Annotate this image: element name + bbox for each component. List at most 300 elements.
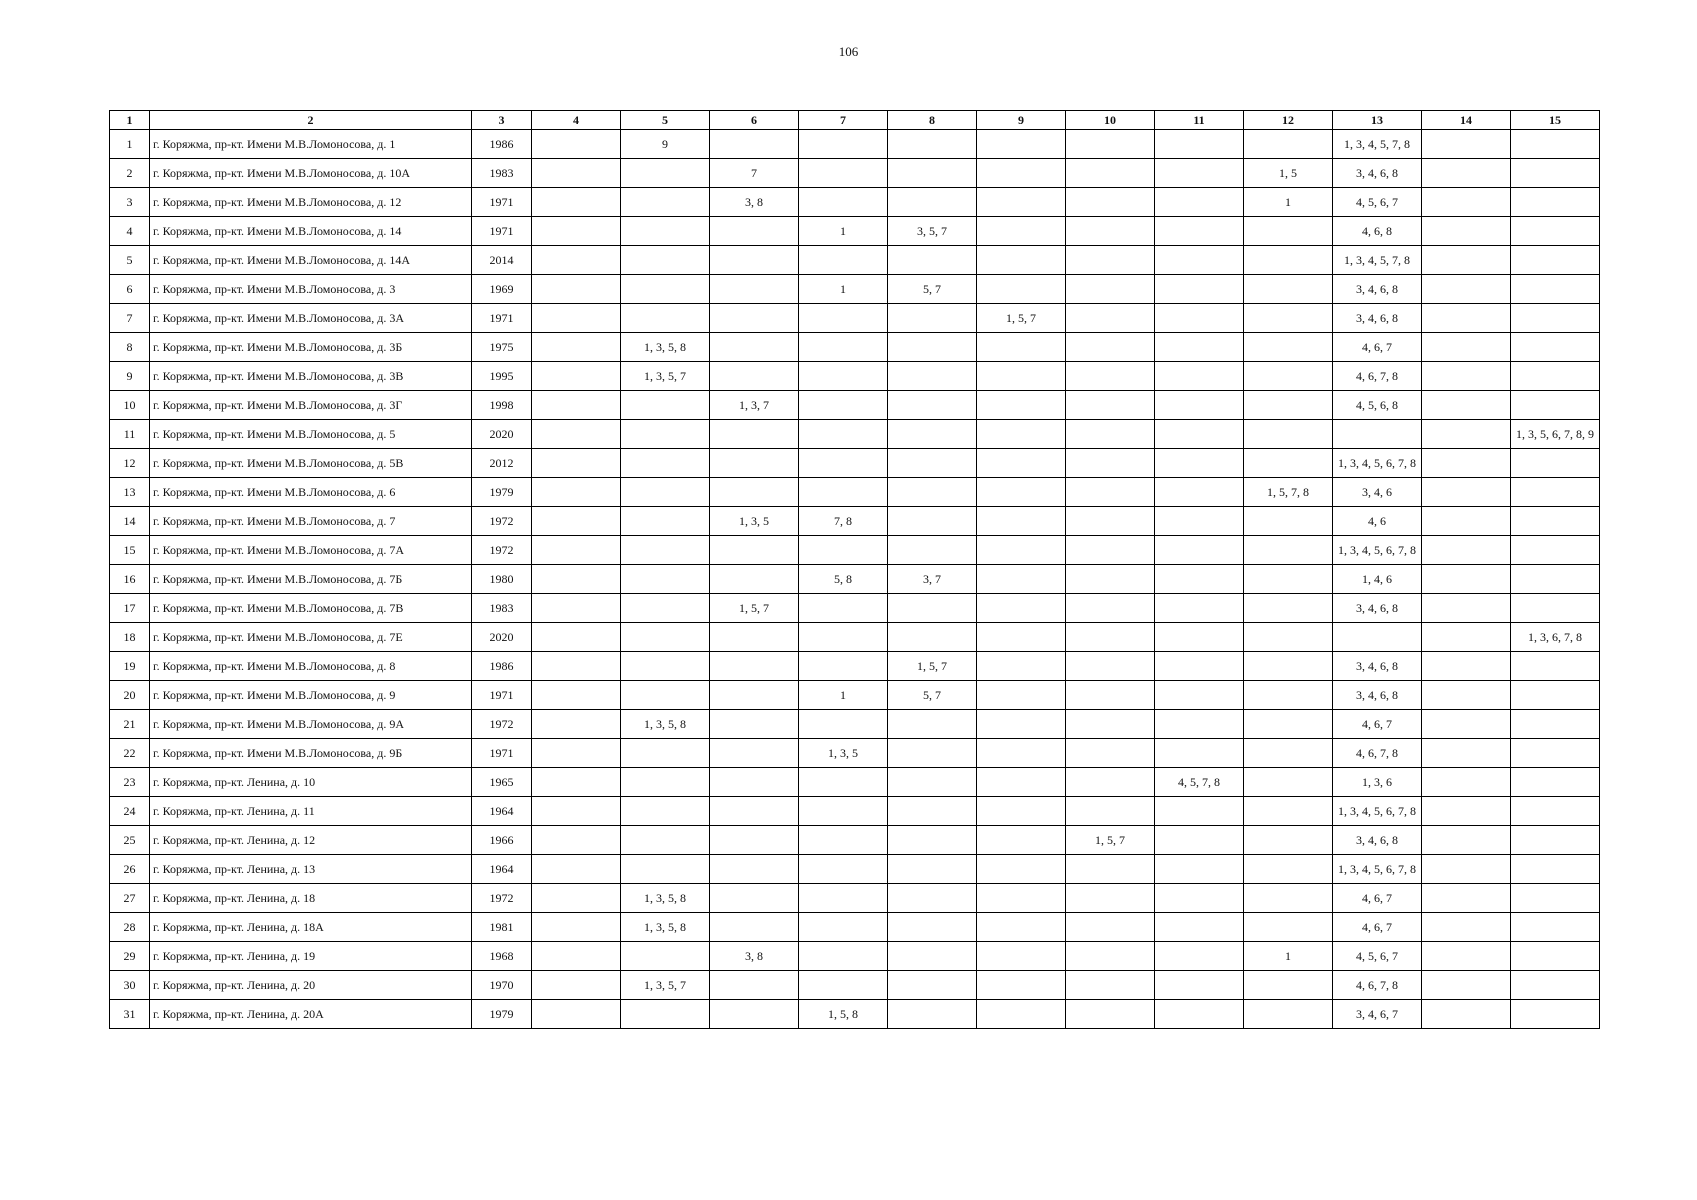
column-header: 7 <box>799 111 888 130</box>
table-row <box>110 652 1600 681</box>
table-cell <box>1511 275 1600 304</box>
table-cell <box>888 739 977 768</box>
table-cell <box>532 797 621 826</box>
table-cell <box>1511 362 1600 391</box>
table-cell <box>621 623 710 652</box>
table-cell <box>1422 594 1511 623</box>
table-cell <box>1422 333 1511 362</box>
table-cell: 1 <box>799 217 888 246</box>
table-cell <box>710 739 799 768</box>
table-cell: 26 <box>110 855 150 884</box>
table-cell <box>799 159 888 188</box>
table-cell <box>1422 536 1511 565</box>
table-cell <box>710 420 799 449</box>
table-cell <box>1422 681 1511 710</box>
table-cell <box>1422 507 1511 536</box>
table-cell <box>1511 768 1600 797</box>
table-cell <box>977 362 1066 391</box>
table-cell <box>888 710 977 739</box>
table-cell <box>532 826 621 855</box>
table-cell <box>888 623 977 652</box>
address-cell: г. Коряжма, пр-кт. Ленина, д. 18 <box>150 884 472 913</box>
table-cell <box>1511 130 1600 159</box>
table-cell <box>1422 159 1511 188</box>
table-cell: 1964 <box>472 797 532 826</box>
table-cell <box>977 826 1066 855</box>
table-cell: 1979 <box>472 1000 532 1029</box>
table-row <box>110 275 1600 304</box>
table-cell: 1, 3, 4, 5, 6, 7, 8 <box>1333 449 1422 478</box>
table-cell <box>799 333 888 362</box>
table-cell <box>1511 826 1600 855</box>
table-row <box>110 159 1600 188</box>
table-cell <box>1511 710 1600 739</box>
address-cell: г. Коряжма, пр-кт. Имени М.В.Ломоносова, д. 14 <box>150 217 472 246</box>
table-cell <box>710 246 799 275</box>
table-cell <box>888 159 977 188</box>
table-cell <box>1155 246 1244 275</box>
table-cell <box>1244 855 1333 884</box>
table-cell <box>710 855 799 884</box>
table-cell <box>621 420 710 449</box>
address-cell: г. Коряжма, пр-кт. Имени М.В.Ломоносова, д. 1 <box>150 130 472 159</box>
table-cell <box>710 797 799 826</box>
table-row <box>110 391 1600 420</box>
housing-register-table <box>109 110 1600 1029</box>
table-cell <box>1511 797 1600 826</box>
table-body <box>110 130 1600 1029</box>
table-cell <box>532 942 621 971</box>
table-cell <box>799 913 888 942</box>
table-cell <box>1066 913 1155 942</box>
table-cell <box>1244 333 1333 362</box>
table-cell <box>1066 623 1155 652</box>
table-cell: 18 <box>110 623 150 652</box>
table-cell <box>621 739 710 768</box>
table-cell: 1, 5, 7 <box>888 652 977 681</box>
table-cell <box>977 623 1066 652</box>
table-cell: 1, 3, 4, 5, 6, 7, 8 <box>1333 855 1422 884</box>
table-cell: 1979 <box>472 478 532 507</box>
address-cell: г. Коряжма, пр-кт. Имени М.В.Ломоносова, д. 6 <box>150 478 472 507</box>
table-cell <box>621 507 710 536</box>
table-cell <box>1511 1000 1600 1029</box>
table-cell <box>532 1000 621 1029</box>
table-cell <box>1511 246 1600 275</box>
table-cell: 1970 <box>472 971 532 1000</box>
table-cell <box>532 507 621 536</box>
table-cell <box>977 507 1066 536</box>
table-cell <box>1155 942 1244 971</box>
table-cell <box>799 652 888 681</box>
table-cell <box>1244 623 1333 652</box>
table-cell: 4, 5, 6, 8 <box>1333 391 1422 420</box>
table-cell: 7, 8 <box>799 507 888 536</box>
table-cell <box>977 188 1066 217</box>
table-cell: 1964 <box>472 855 532 884</box>
table-cell <box>1155 130 1244 159</box>
table-cell: 1, 3, 5, 7 <box>621 362 710 391</box>
column-header: 6 <box>710 111 799 130</box>
table-row <box>110 681 1600 710</box>
table-cell: 5, 8 <box>799 565 888 594</box>
table-cell <box>1422 913 1511 942</box>
table-cell <box>888 478 977 507</box>
table-cell <box>1066 884 1155 913</box>
table-cell <box>710 971 799 1000</box>
table-cell <box>1511 159 1600 188</box>
table-cell: 2012 <box>472 449 532 478</box>
table-cell: 19 <box>110 652 150 681</box>
table-cell <box>1066 362 1155 391</box>
table-cell <box>1066 478 1155 507</box>
table-cell: 12 <box>110 449 150 478</box>
table-cell: 3, 4, 6, 8 <box>1333 159 1422 188</box>
column-header: 8 <box>888 111 977 130</box>
table-cell: 4 <box>110 217 150 246</box>
table-row <box>110 217 1600 246</box>
table-cell: 5, 7 <box>888 681 977 710</box>
table-cell: 1981 <box>472 913 532 942</box>
table-cell <box>1066 275 1155 304</box>
table-cell <box>1155 449 1244 478</box>
table-cell <box>532 246 621 275</box>
table-cell <box>1333 420 1422 449</box>
table-cell <box>1155 623 1244 652</box>
address-cell: г. Коряжма, пр-кт. Имени М.В.Ломоносова, д. 7В <box>150 594 472 623</box>
table-cell <box>621 304 710 333</box>
table-cell: 27 <box>110 884 150 913</box>
table-cell <box>532 333 621 362</box>
table-cell <box>1155 391 1244 420</box>
table-cell <box>799 420 888 449</box>
table-cell <box>1066 391 1155 420</box>
table-cell <box>977 391 1066 420</box>
table-cell <box>1422 797 1511 826</box>
table-cell <box>977 942 1066 971</box>
table-cell <box>977 217 1066 246</box>
table-cell <box>1511 681 1600 710</box>
address-cell: г. Коряжма, пр-кт. Имени М.В.Ломоносова, д. 7Б <box>150 565 472 594</box>
table-cell <box>977 710 1066 739</box>
table-cell: 3, 4, 6, 8 <box>1333 594 1422 623</box>
table-cell: 1975 <box>472 333 532 362</box>
address-cell: г. Коряжма, пр-кт. Имени М.В.Ломоносова, д. 7Е <box>150 623 472 652</box>
table-cell: 16 <box>110 565 150 594</box>
address-cell: г. Коряжма, пр-кт. Имени М.В.Ломоносова, д. 10А <box>150 159 472 188</box>
table-cell: 10 <box>110 391 150 420</box>
table-cell <box>1422 188 1511 217</box>
table-cell <box>1155 333 1244 362</box>
table-cell: 4, 6 <box>1333 507 1422 536</box>
table-cell <box>1066 768 1155 797</box>
table-cell <box>1066 536 1155 565</box>
table-cell <box>1155 188 1244 217</box>
table-cell: 3, 4, 6, 8 <box>1333 652 1422 681</box>
table-cell: 11 <box>110 420 150 449</box>
table-cell <box>1155 652 1244 681</box>
table-cell <box>621 942 710 971</box>
table-cell: 6 <box>110 275 150 304</box>
table-cell <box>977 449 1066 478</box>
table-cell <box>1244 681 1333 710</box>
table-cell <box>621 855 710 884</box>
table-cell: 1, 5, 7 <box>710 594 799 623</box>
column-header: 1 <box>110 111 150 130</box>
table-cell <box>799 391 888 420</box>
table-cell: 25 <box>110 826 150 855</box>
table-cell <box>621 246 710 275</box>
table-cell <box>532 565 621 594</box>
table-cell <box>1244 594 1333 623</box>
table-cell <box>532 304 621 333</box>
table-cell <box>977 159 1066 188</box>
table-cell <box>1422 652 1511 681</box>
table-row <box>110 971 1600 1000</box>
table-cell <box>621 652 710 681</box>
table-cell: 4, 6, 7, 8 <box>1333 971 1422 1000</box>
address-cell: г. Коряжма, пр-кт. Ленина, д. 10 <box>150 768 472 797</box>
column-header: 14 <box>1422 111 1511 130</box>
table-row <box>110 855 1600 884</box>
table-cell <box>799 536 888 565</box>
table-cell <box>799 362 888 391</box>
table-cell: 1, 3, 4, 5, 6, 7, 8 <box>1333 536 1422 565</box>
table-cell <box>977 478 1066 507</box>
table-cell <box>1155 420 1244 449</box>
table-cell <box>532 884 621 913</box>
table-cell <box>1244 768 1333 797</box>
table-row <box>110 449 1600 478</box>
table-cell: 13 <box>110 478 150 507</box>
table-row <box>110 710 1600 739</box>
table-cell <box>1244 971 1333 1000</box>
table-cell <box>710 913 799 942</box>
table-cell <box>1511 333 1600 362</box>
table-cell <box>799 449 888 478</box>
table-cell <box>1066 246 1155 275</box>
table-cell: 5, 7 <box>888 275 977 304</box>
table-cell: 4, 6, 7 <box>1333 913 1422 942</box>
table-cell: 1972 <box>472 884 532 913</box>
table-cell <box>710 652 799 681</box>
table-cell <box>710 362 799 391</box>
table-cell: 1, 3, 4, 5, 7, 8 <box>1333 246 1422 275</box>
table-cell <box>532 594 621 623</box>
table-cell <box>1244 797 1333 826</box>
table-cell <box>977 275 1066 304</box>
table-cell: 1 <box>1244 942 1333 971</box>
table-cell: 3, 8 <box>710 942 799 971</box>
table-cell <box>1422 710 1511 739</box>
table-cell <box>888 536 977 565</box>
table-cell: 2014 <box>472 246 532 275</box>
table-cell <box>1511 594 1600 623</box>
address-cell: г. Коряжма, пр-кт. Имени М.В.Ломоносова, д. 8 <box>150 652 472 681</box>
table-cell <box>1155 971 1244 1000</box>
table-cell: 1986 <box>472 130 532 159</box>
table-cell <box>1422 768 1511 797</box>
table-cell <box>1422 1000 1511 1029</box>
table-row <box>110 739 1600 768</box>
table-cell: 1971 <box>472 304 532 333</box>
table-cell <box>1066 304 1155 333</box>
table-cell <box>799 246 888 275</box>
table-cell <box>1155 710 1244 739</box>
table-cell: 1983 <box>472 159 532 188</box>
table-cell: 1, 3, 5 <box>710 507 799 536</box>
table-cell <box>1155 159 1244 188</box>
table-cell: 8 <box>110 333 150 362</box>
table-cell: 4, 5, 6, 7 <box>1333 942 1422 971</box>
table-cell <box>621 594 710 623</box>
table-cell: 1, 3, 5, 8 <box>621 710 710 739</box>
table-cell <box>710 275 799 304</box>
column-header: 11 <box>1155 111 1244 130</box>
table-cell: 3, 7 <box>888 565 977 594</box>
address-cell: г. Коряжма, пр-кт. Имени М.В.Ломоносова, д. 3А <box>150 304 472 333</box>
address-cell: г. Коряжма, пр-кт. Имени М.В.Ломоносова, д. 3 <box>150 275 472 304</box>
address-cell: г. Коряжма, пр-кт. Ленина, д. 20 <box>150 971 472 1000</box>
table-cell: 1971 <box>472 681 532 710</box>
table-cell <box>1511 652 1600 681</box>
address-cell: г. Коряжма, пр-кт. Имени М.В.Ломоносова, д. 12 <box>150 188 472 217</box>
table-cell <box>977 855 1066 884</box>
table-cell <box>710 478 799 507</box>
table-cell <box>710 304 799 333</box>
table-cell <box>710 130 799 159</box>
table-cell <box>1244 507 1333 536</box>
table-cell <box>888 130 977 159</box>
table-cell <box>888 362 977 391</box>
column-header: 4 <box>532 111 621 130</box>
table-cell: 1971 <box>472 739 532 768</box>
address-cell: г. Коряжма, пр-кт. Имени М.В.Ломоносова, д. 9 <box>150 681 472 710</box>
table-cell <box>799 478 888 507</box>
table-row <box>110 536 1600 565</box>
table-cell: 1, 4, 6 <box>1333 565 1422 594</box>
table-cell <box>1422 971 1511 1000</box>
table-cell <box>710 1000 799 1029</box>
table-cell <box>710 681 799 710</box>
table-cell <box>1422 362 1511 391</box>
table-cell <box>1511 942 1600 971</box>
table-cell <box>710 768 799 797</box>
table-cell <box>532 420 621 449</box>
table-cell <box>621 217 710 246</box>
table-cell <box>1244 304 1333 333</box>
table-row <box>110 594 1600 623</box>
table-cell: 1, 3, 5, 8 <box>621 884 710 913</box>
table-cell <box>532 710 621 739</box>
table-cell: 4, 6, 7 <box>1333 884 1422 913</box>
table-cell <box>532 159 621 188</box>
column-header: 15 <box>1511 111 1600 130</box>
table-cell <box>710 333 799 362</box>
table-row <box>110 623 1600 652</box>
table-cell <box>1511 391 1600 420</box>
table-cell: 1998 <box>472 391 532 420</box>
table-cell <box>1244 130 1333 159</box>
table-cell: 23 <box>110 768 150 797</box>
table-cell <box>621 449 710 478</box>
table-cell: 1, 5, 7, 8 <box>1244 478 1333 507</box>
table-cell <box>888 507 977 536</box>
table-cell <box>888 304 977 333</box>
table-cell <box>532 362 621 391</box>
address-cell: г. Коряжма, пр-кт. Имени М.В.Ломоносова, д. 3Г <box>150 391 472 420</box>
table-cell <box>710 623 799 652</box>
column-header: 12 <box>1244 111 1333 130</box>
table-row <box>110 507 1600 536</box>
table-cell <box>1244 884 1333 913</box>
table-cell <box>799 188 888 217</box>
table-cell: 3, 4, 6, 7 <box>1333 1000 1422 1029</box>
table-cell <box>1422 449 1511 478</box>
table-cell <box>888 420 977 449</box>
table-cell <box>1422 217 1511 246</box>
table-cell <box>799 797 888 826</box>
table-cell <box>1511 304 1600 333</box>
table-cell <box>977 565 1066 594</box>
table-cell <box>888 971 977 1000</box>
table-cell <box>710 884 799 913</box>
table-cell: 2020 <box>472 623 532 652</box>
table-cell <box>1244 1000 1333 1029</box>
table-cell <box>888 188 977 217</box>
table-cell <box>1511 217 1600 246</box>
table-row <box>110 420 1600 449</box>
table-cell <box>799 130 888 159</box>
address-cell: г. Коряжма, пр-кт. Имени М.В.Ломоносова, д. 3Б <box>150 333 472 362</box>
table-cell <box>977 420 1066 449</box>
table-cell <box>532 681 621 710</box>
table-cell <box>532 391 621 420</box>
table-cell <box>888 884 977 913</box>
table-row <box>110 913 1600 942</box>
table-cell: 5 <box>110 246 150 275</box>
table-cell: 4, 6, 7, 8 <box>1333 362 1422 391</box>
table-cell <box>1511 478 1600 507</box>
table-cell: 3, 4, 6, 8 <box>1333 304 1422 333</box>
table-cell <box>1066 333 1155 362</box>
table-cell <box>1066 188 1155 217</box>
table-cell <box>977 768 1066 797</box>
table-cell: 1 <box>1244 188 1333 217</box>
table-cell <box>621 391 710 420</box>
table-cell: 20 <box>110 681 150 710</box>
address-cell: г. Коряжма, пр-кт. Ленина, д. 12 <box>150 826 472 855</box>
table-cell: 1, 3, 7 <box>710 391 799 420</box>
table-cell <box>799 768 888 797</box>
table-cell: 2 <box>110 159 150 188</box>
address-cell: г. Коряжма, пр-кт. Имени М.В.Ломоносова, д. 7А <box>150 536 472 565</box>
table-cell <box>977 884 1066 913</box>
table-cell <box>799 594 888 623</box>
table-cell <box>621 188 710 217</box>
table-cell <box>1066 710 1155 739</box>
address-cell: г. Коряжма, пр-кт. Ленина, д. 18А <box>150 913 472 942</box>
table-row <box>110 362 1600 391</box>
table-cell: 1 <box>799 681 888 710</box>
table-cell <box>621 536 710 565</box>
table-cell: 31 <box>110 1000 150 1029</box>
address-cell: г. Коряжма, пр-кт. Имени М.В.Ломоносова, д. 5В <box>150 449 472 478</box>
table-cell <box>1422 855 1511 884</box>
table-cell <box>888 449 977 478</box>
table-row <box>110 478 1600 507</box>
table-row <box>110 188 1600 217</box>
